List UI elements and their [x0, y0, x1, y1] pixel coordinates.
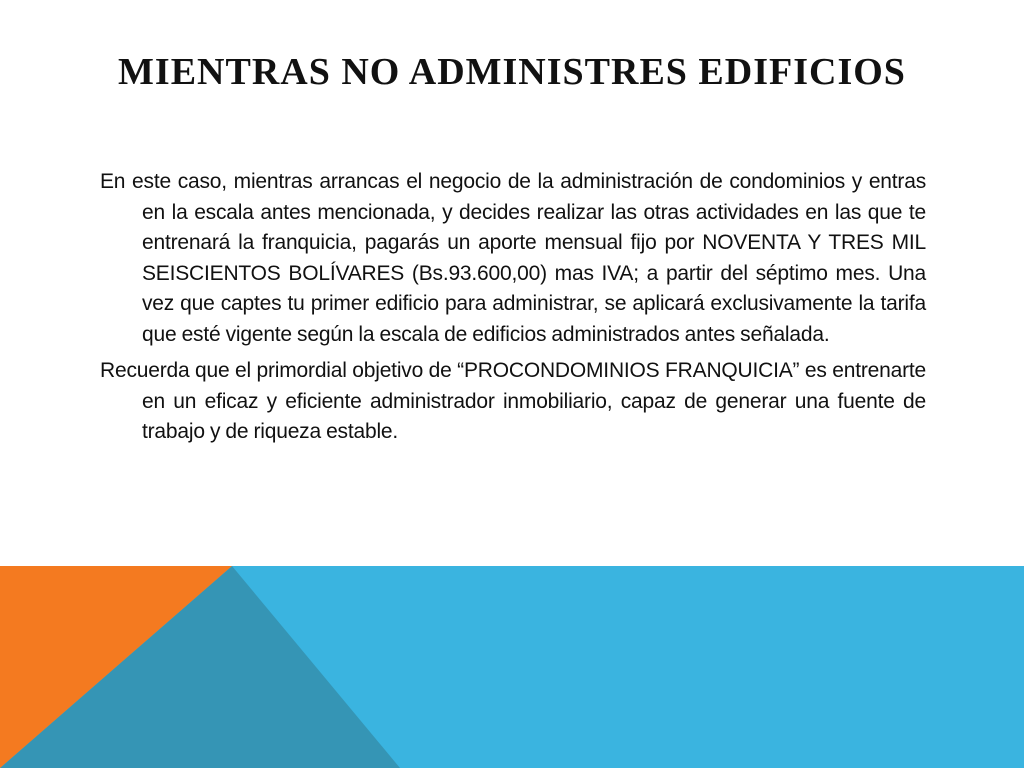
body-paragraph-1: En este caso, mientras arrancas el negocio de la administración de condominios y entras en la escala antes mencionada, y decides realizar las otras actividades en las que te entrenará la franquicia, pagarás un aporte mensual fijo por NOVENTA Y TRES MIL SEISCIENTOS BOLÍVARES (Bs.93.600,00) mas IVA; a partir del séptimo mes. Una vez que captes tu primer edificio para administrar, se aplicará exclusivamente la tarifa que esté vigente según la escala de edificios administrados antes señalada. [100, 170, 926, 346]
slide-body [100, 167, 926, 454]
decorative-footer-band [0, 566, 1024, 768]
slide-title: MIENTRAS NO ADMINISTRES EDIFICIOS [118, 51, 906, 93]
body-paragraph-2: Recuerda que el primordial objetivo de “PROCONDOMINIOS FRANQUICIA” es entrenarte en un eficaz y eficiente administrador inmobiliario, capaz de generar una fuente de trabajo y de riqueza estable. [100, 359, 926, 443]
